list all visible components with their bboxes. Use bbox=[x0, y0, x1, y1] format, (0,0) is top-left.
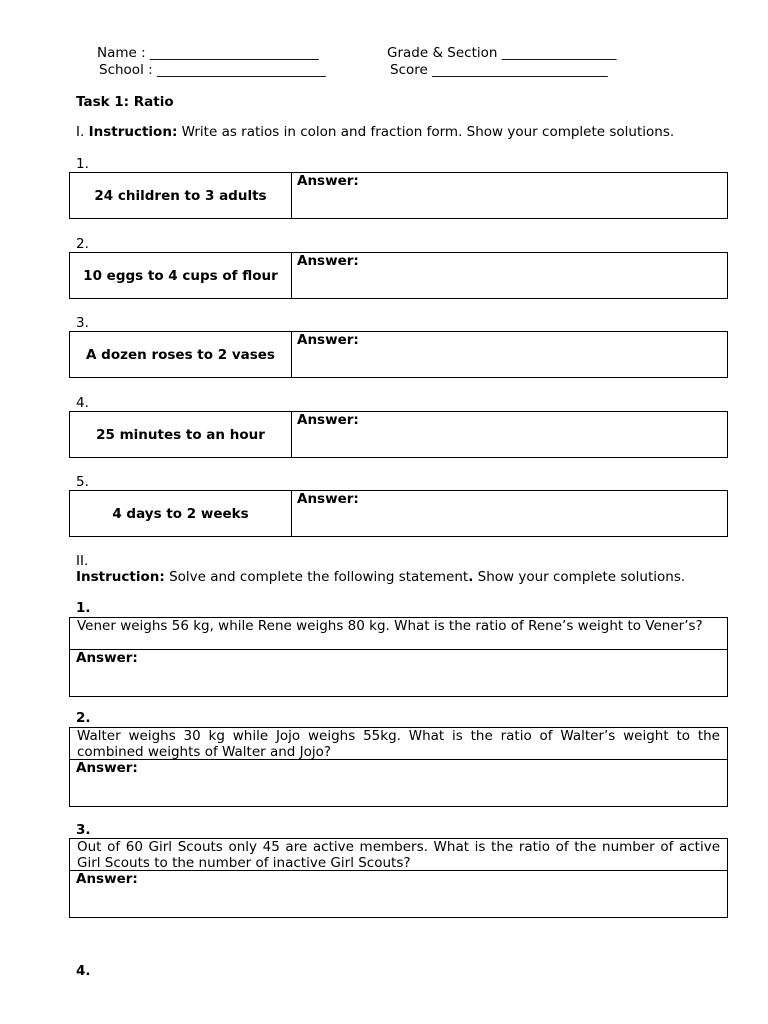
grade-section-field[interactable]: Grade & Section _________________ bbox=[387, 45, 617, 61]
answer-label[interactable]: Answer: bbox=[297, 173, 359, 189]
ratio-prompt: 4 days to 2 weeks bbox=[70, 491, 292, 536]
item-number: 3. bbox=[76, 822, 91, 838]
answer-label[interactable]: Answer: bbox=[76, 760, 138, 776]
answer-label[interactable]: Answer: bbox=[297, 332, 359, 348]
answer-label[interactable]: Answer: bbox=[76, 650, 138, 666]
ratio-prompt: A dozen roses to 2 vases bbox=[70, 332, 292, 377]
ratio-item-box bbox=[69, 252, 728, 299]
ratio-item-box bbox=[69, 490, 728, 537]
word-problem-question: Vener weighs 56 kg, while Rene weighs 80 kg. What is the ratio of Rene’s weight to Vener’s? bbox=[70, 618, 727, 650]
item-number: 2. bbox=[76, 710, 91, 726]
ratio-item-box bbox=[69, 331, 728, 378]
part1-instruction-text: Write as ratios in colon and fraction form. Show your complete solutions. bbox=[181, 124, 675, 140]
word-problem-box bbox=[69, 838, 728, 918]
answer-label[interactable]: Answer: bbox=[297, 412, 359, 428]
part2-instruction-label: Instruction: bbox=[76, 569, 165, 585]
name-field[interactable]: Name : _________________________ bbox=[97, 45, 319, 61]
ratio-prompt: 25 minutes to an hour bbox=[70, 412, 292, 457]
ratio-item-box bbox=[69, 411, 728, 458]
answer-label[interactable]: Answer: bbox=[297, 491, 359, 507]
item-number: 3. bbox=[76, 315, 89, 331]
school-field[interactable]: School : _________________________ bbox=[99, 62, 326, 78]
word-problem-question: Out of 60 Girl Scouts only 45 are active members. What is the ratio of the number of active Girl Scouts to the number of inactive Girl Scouts? bbox=[70, 839, 727, 871]
item-number: 4. bbox=[76, 963, 91, 979]
part2-instruction-period: . bbox=[468, 569, 474, 585]
task-title: Task 1: Ratio bbox=[76, 94, 174, 110]
word-problem-box bbox=[69, 727, 728, 807]
ratio-item-box bbox=[69, 172, 728, 219]
answer-label[interactable]: Answer: bbox=[297, 253, 359, 269]
ratio-prompt: 10 eggs to 4 cups of flour bbox=[70, 253, 292, 298]
item-number: 4. bbox=[76, 395, 89, 411]
word-problem-box bbox=[69, 617, 728, 697]
part1-instruction bbox=[76, 124, 674, 140]
part2-instruction-tail: Show your complete solutions. bbox=[477, 569, 686, 585]
part1-instruction-label: Instruction: bbox=[88, 124, 178, 140]
item-number: 1. bbox=[76, 156, 89, 172]
ratio-prompt: 24 children to 3 adults bbox=[70, 173, 292, 218]
item-number: 1. bbox=[76, 600, 91, 616]
part2-instruction-text: Solve and complete the following statement bbox=[169, 569, 469, 585]
item-number: 5. bbox=[76, 474, 89, 490]
part2-instruction bbox=[76, 569, 685, 585]
word-problem-question: Walter weighs 30 kg while Jojo weighs 55kg. What is the ratio of Walter’s weight to the combined weights of Walter and Jojo? bbox=[70, 728, 727, 760]
part2-roman: II. bbox=[76, 553, 89, 569]
part1-roman: I. bbox=[76, 124, 85, 140]
answer-label[interactable]: Answer: bbox=[76, 871, 138, 887]
score-field[interactable]: Score __________________________ bbox=[390, 62, 608, 78]
item-number: 2. bbox=[76, 236, 89, 252]
